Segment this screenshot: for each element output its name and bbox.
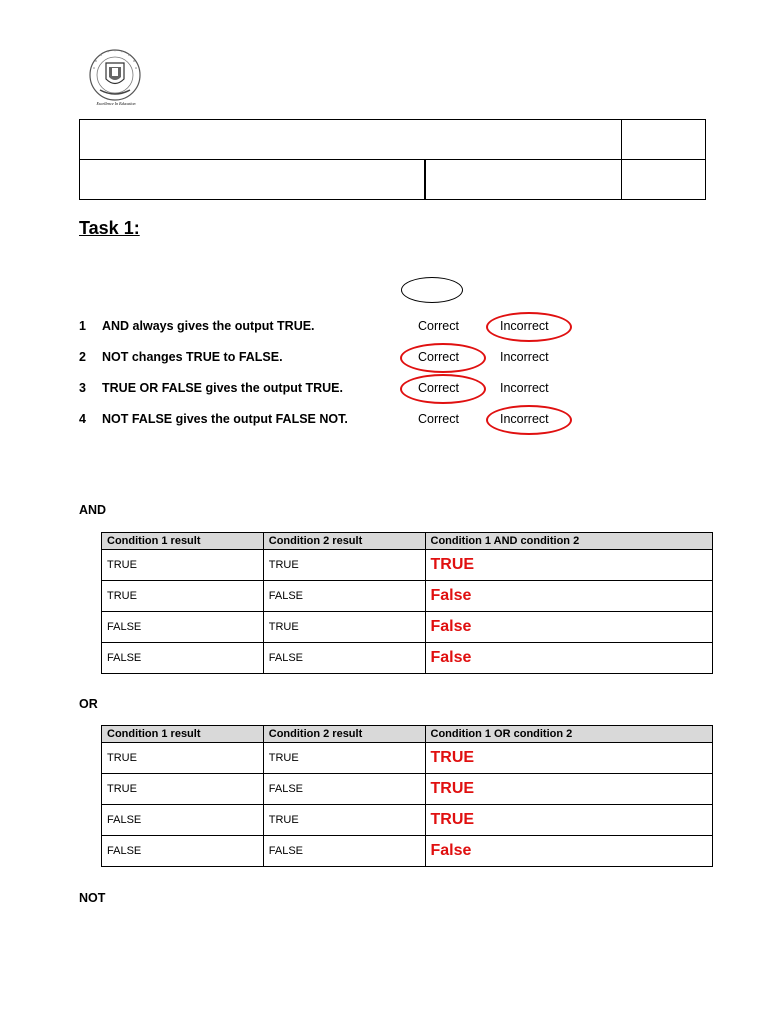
not-section-label: NOT (79, 891, 106, 905)
or-result-cell: False (425, 836, 713, 867)
question-text: NOT FALSE gives the output FALSE NOT. (102, 412, 348, 426)
or-condition-cell: TRUE (102, 743, 264, 774)
and-condition-cell: FALSE (102, 612, 264, 643)
question-text: TRUE OR FALSE gives the output TRUE. (102, 381, 343, 395)
answer-circle-mark (400, 374, 486, 404)
and-result-cell: False (425, 643, 713, 674)
and-condition-cell: FALSE (263, 581, 425, 612)
header-name-cell (79, 119, 622, 160)
task-title: Task 1: (79, 218, 140, 238)
header-mark-cell (621, 159, 706, 200)
or-condition-cell: TRUE (263, 805, 425, 836)
or-condition-cell: TRUE (102, 774, 264, 805)
option-correct[interactable]: Correct (418, 412, 459, 426)
or-condition-cell: FALSE (102, 836, 264, 867)
and-table-row (102, 612, 713, 643)
and-condition-cell: TRUE (102, 581, 264, 612)
and-condition-cell: TRUE (102, 550, 264, 581)
and-truth-table (101, 532, 713, 674)
and-condition-cell: TRUE (263, 550, 425, 581)
header-grade-cell (621, 119, 706, 160)
question-number: 3 (79, 381, 86, 395)
and-result-cell: False (425, 612, 713, 643)
option-incorrect[interactable]: Incorrect (500, 319, 549, 333)
and-header-col2: Condition 2 result (263, 533, 425, 550)
and-table-row (102, 643, 713, 674)
and-condition-cell: FALSE (263, 643, 425, 674)
or-table-row (102, 836, 713, 867)
and-result-cell: TRUE (425, 550, 713, 581)
or-condition-cell: FALSE (102, 805, 264, 836)
question-text: AND always gives the output TRUE. (102, 319, 315, 333)
example-oval (401, 277, 463, 303)
option-incorrect[interactable]: Incorrect (500, 350, 549, 364)
question-number: 1 (79, 319, 86, 333)
option-incorrect[interactable]: Incorrect (500, 381, 549, 395)
logo-caption: Excellence In Education (96, 101, 136, 106)
header-date-cell (424, 159, 622, 200)
and-table-row (102, 550, 713, 581)
and-section-label: AND (79, 503, 107, 517)
or-section-label: OR (79, 697, 98, 711)
or-result-cell: TRUE (425, 743, 713, 774)
and-result-cell: False (425, 581, 713, 612)
or-table-row (102, 743, 713, 774)
or-condition-cell: FALSE (263, 774, 425, 805)
option-correct[interactable]: Correct (418, 381, 459, 395)
and-table-row (102, 581, 713, 612)
and-condition-cell: TRUE (263, 612, 425, 643)
and-header-col1: Condition 1 result (102, 533, 264, 550)
and-condition-cell: FALSE (102, 643, 264, 674)
or-condition-cell: FALSE (263, 836, 425, 867)
option-correct[interactable]: Correct (418, 350, 459, 364)
or-table-row (102, 774, 713, 805)
school-crest-logo (86, 48, 144, 108)
or-header-col3: Condition 1 OR condition 2 (425, 726, 713, 743)
or-header-col1: Condition 1 result (102, 726, 264, 743)
or-result-cell: TRUE (425, 805, 713, 836)
and-header-col3: Condition 1 AND condition 2 (425, 533, 713, 550)
or-condition-cell: TRUE (263, 743, 425, 774)
option-correct[interactable]: Correct (418, 319, 459, 333)
answer-circle-mark (486, 312, 572, 342)
or-header-col2: Condition 2 result (263, 726, 425, 743)
question-number: 2 (79, 350, 86, 364)
question-number: 4 (79, 412, 86, 426)
option-incorrect[interactable]: Incorrect (500, 412, 549, 426)
or-result-cell: TRUE (425, 774, 713, 805)
or-table-row (102, 805, 713, 836)
or-truth-table (101, 725, 713, 867)
question-text: NOT changes TRUE to FALSE. (102, 350, 283, 364)
header-class-cell (79, 159, 425, 200)
answer-circle-mark (400, 343, 486, 373)
answer-circle-mark (486, 405, 572, 435)
